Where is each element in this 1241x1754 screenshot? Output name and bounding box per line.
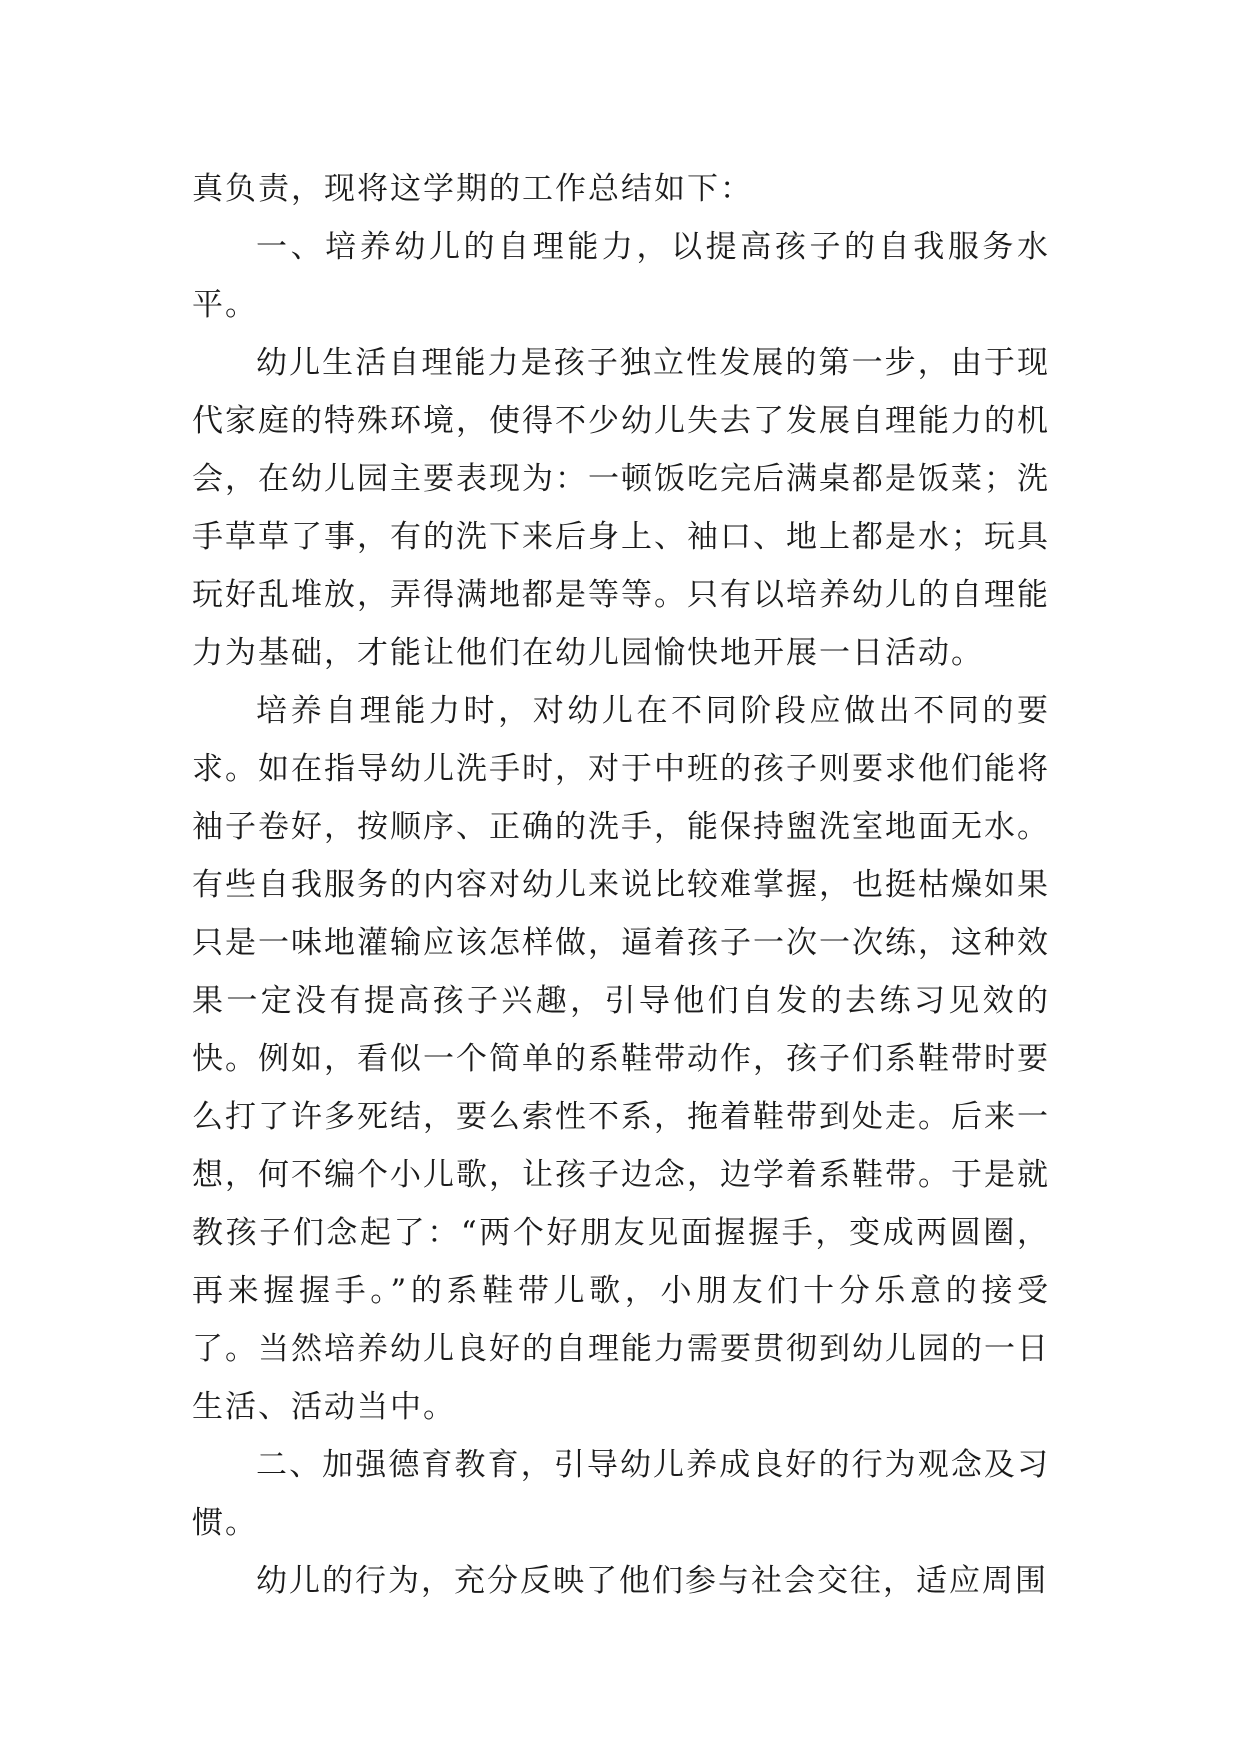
section-heading-2: 二、加强德育教育，引导幼儿养成良好的行为观念及习惯。 — [192, 1447, 1050, 1541]
paragraph-self-care-importance: 幼儿生活自理能力是孩子独立性发展的第一步，由于现代家庭的特殊环境，使得不少幼儿失去了发展自理能力的机会，在幼儿园主要表现为：一顿饭吃完后满桌都是饭菜；洗手草草了事，有的洗下来后身上、袖口、地上都是水；玩具玩好乱堆放，弄得满地都是等等。只有以培养幼儿的自理能力为基础，才能让他们在幼儿园愉快地开展一日活动。 — [192, 345, 1050, 671]
paragraph-behavior: 幼儿的行为，充分反映了他们参与社会交往，适应周围 — [256, 1563, 1048, 1599]
paragraph-self-care-methods: 培养自理能力时，对幼儿在不同阶段应做出不同的要求。如在指导幼儿洗手时，对于中班的孩子则要求他们能将袖子卷好，按顺序、正确的洗手，能保持盥洗室地面无水。有些自我服务的内容对幼儿来说比较难掌握，也挺枯燥如果只是一味地灌输应该怎样做，逼着孩子一次一次练，这种效果一定没有提高孩子兴趣，引导他们自发的去练习见效的快。例如，看似一个简单的系鞋带动作，孩子们系鞋带时要么打了许多死结，要么索性不系，拖着鞋带到处走。后来一想，何不编个小儿歌，让孩子边念，边学着系鞋带。于是就教孩子们念起了：“两个好朋友见面握握手，变成两圆圈，再来握握手。”的系鞋带儿歌，小朋友们十分乐意的接受了。当然培养幼儿良好的自理能力需要贯彻到幼儿园的一日生活、活动当中。 — [192, 693, 1050, 1425]
document-body — [192, 160, 1050, 1610]
paragraph-intro-continuation: 真负责，现将这学期的工作总结如下： — [192, 171, 753, 207]
section-heading-1: 一、培养幼儿的自理能力，以提高孩子的自我服务水平。 — [192, 229, 1050, 323]
